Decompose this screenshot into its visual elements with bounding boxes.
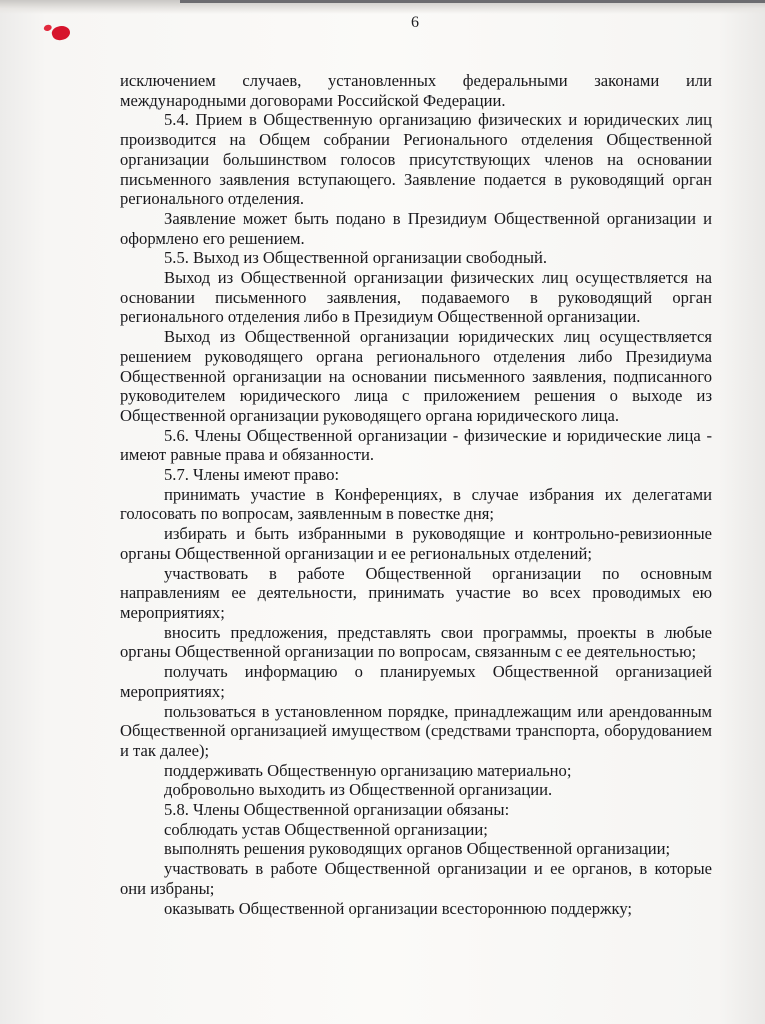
list-item-right-property: пользоваться в установленном порядке, принадлежащим или арендованным Общественной организацией имуществом (средствами транспорта, оборудованием и так далее); <box>120 701 712 760</box>
paragraph-continuation: исключением случаев, установленных федеральными законами или международными договорами Российской Федерации. <box>120 71 712 110</box>
list-item-right-exit: добровольно выходить из Общественной организации. <box>164 780 553 800</box>
list-item-right-propose: вносить предложения, представлять свои программы, проекты в любые органы Общественной организации по вопросам, связанным с ее деятельностью; <box>120 622 712 662</box>
list-item-right-participate: участвовать в работе Общественной организации по основным направлениям ее деятельности, принимать участие во всех проводимых ею мероприятиях; <box>120 563 712 622</box>
list-item-right-support: поддерживать Общественную организацию материально; <box>164 760 572 780</box>
paragraph-5-8: 5.8. Члены Общественной организации обязаны: <box>164 800 510 820</box>
paragraph-exit-legal-entities: Выход из Общественной организации юридических лиц осуществляется решением руководящего органа регионального отделения либо Президиума Общественной организации на основании письменного заявления, подписанного руководителем юридического лица с приложением решения о выходе из Общественной организации руководящего органа юридического лица. <box>120 327 712 425</box>
paragraph-exit-individuals: Выход из Общественной организации физических лиц осуществляется на основании письменного заявления, подаваемого в руководящий орган регионального отделения либо в Президиум Общественной организации. <box>120 268 712 327</box>
paragraph-5-5: 5.5. Выход из Общественной организации свободный. <box>164 248 548 268</box>
paragraph-5-4: 5.4. Прием в Общественную организацию физических и юридических лиц производится на Общем собрании Регионального отделения Общественной организации большинством голосов присутствующих членов на основании письменного заявления вступающего. Заявление подается в руководящий орган регионального отделения. <box>120 110 712 209</box>
paragraph-5-7: 5.7. Члены имеют право: <box>164 465 340 485</box>
paragraph-5-6: 5.6. Члены Общественной организации - физические и юридические лица - имеют равные права и обязанности. <box>120 425 712 465</box>
list-item-right-conferences: принимать участие в Конференциях, в случае избрания их делегатами голосовать по вопросам, заявленным в повестке дня; <box>120 484 712 524</box>
list-item-right-information: получать информацию о планируемых Общественной организацией мероприятиях; <box>120 662 712 701</box>
list-item-duty-decisions: выполнять решения руководящих органов Общественной организации; <box>164 839 671 859</box>
list-item-duty-charter: соблюдать устав Общественной организации; <box>164 819 488 839</box>
list-item-duty-support: оказывать Общественной организации всестороннюю поддержку; <box>164 898 633 918</box>
list-item-duty-work: участвовать в работе Общественной организации и ее органов, в которые они избраны; <box>120 859 712 898</box>
document-body <box>120 71 712 918</box>
list-item-right-elect: избирать и быть избранными в руководящие и контрольно-ревизионные органы Общественной организации и ее региональных отделений; <box>120 524 712 563</box>
paragraph-application-presidium: Заявление может быть подано в Президиум Общественной организации и оформлено его решением. <box>120 208 712 248</box>
page-number: 6 <box>411 14 419 31</box>
scan-top-edge <box>180 0 765 3</box>
